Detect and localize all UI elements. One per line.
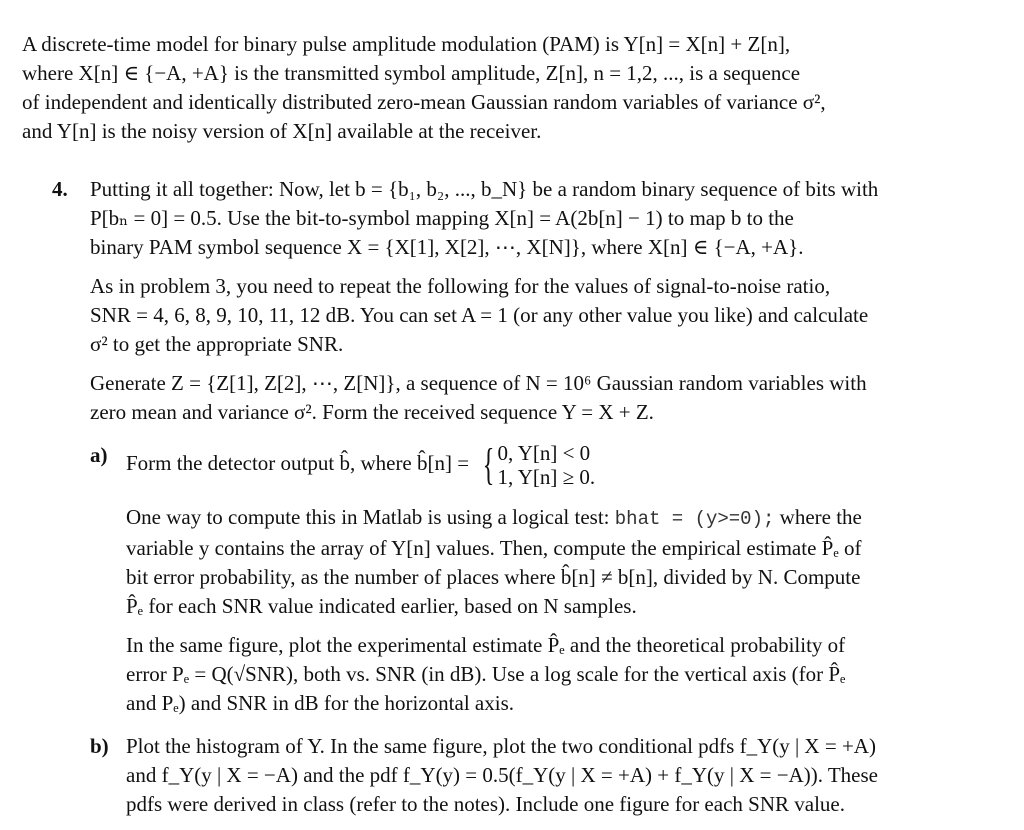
text-line: variable y contains the array of Y[n] values. Then, compute the empirical estimate P̂ₑ of <box>126 536 862 560</box>
part-b <box>90 732 1007 819</box>
piecewise-function <box>478 441 595 489</box>
part-a-para-2 <box>126 631 1007 718</box>
problem-number: 4. <box>52 177 68 201</box>
text-line: Generate Z = {Z[1], Z[2], ⋯, Z[N]}, a sequence of N = 10⁶ Gaussian random variables with <box>90 371 867 395</box>
detector-formula <box>126 441 1007 489</box>
text-line: bit error probability, as the number of places where b̂[n] ≠ b[n], divided by N. Compute <box>126 565 861 589</box>
case-1: 0, Y[n] < 0 <box>497 441 591 465</box>
problem-para-1 <box>90 175 1007 262</box>
left-brace-symbol: { <box>483 440 495 489</box>
text-line: and Pₑ) and SNR in dB for the horizontal axis. <box>126 691 514 715</box>
intro-line: and Y[n] is the noisy version of X[n] available at the receiver. <box>22 119 542 143</box>
document-page <box>22 30 1007 819</box>
case-2: 1, Y[n] ≥ 0. <box>497 465 596 489</box>
text-line: binary PAM symbol sequence X = {X[1], X[2], ⋯, X[N]}, where X[n] ∈ {−A, +A}. <box>90 235 804 259</box>
text-after-code: where the <box>774 505 862 529</box>
intro-line: of independent and identically distributed zero-mean Gaussian random variables of variance σ², <box>22 90 826 114</box>
intro-line: A discrete-time model for binary pulse amplitude modulation (PAM) is Y[n] = X[n] + Z[n], <box>22 32 791 56</box>
text-line: P̂ₑ for each SNR value indicated earlier, based on N samples. <box>126 594 637 618</box>
text-line: In the same figure, plot the experimental estimate P̂ₑ and the theoretical probability of <box>126 633 846 657</box>
text-line: pdfs were derived in class (refer to the notes). Include one figure for each SNR value. <box>126 792 845 816</box>
intro-line: where X[n] ∈ {−A, +A} is the transmitted symbol amplitude, Z[n], n = 1,2, ..., is a sequence <box>22 61 801 85</box>
matlab-code: bhat = (y>=0); <box>614 508 775 530</box>
text-line: σ² to get the appropriate SNR. <box>90 332 344 356</box>
problem-para-2 <box>90 272 1007 359</box>
text-before-code: One way to compute this in Matlab is using a logical test: <box>126 505 615 529</box>
text-line: zero mean and variance σ². Form the received sequence Y = X + Z. <box>90 400 654 424</box>
problem-4 <box>22 175 1007 819</box>
problem-para-3 <box>90 369 1007 427</box>
part-a-label: a) <box>90 443 108 467</box>
part-a <box>90 441 1007 718</box>
text-line: and f_Y(y | X = −A) and the pdf f_Y(y) = 0.5(f_Y(y | X = +A) + f_Y(y | X = −A)). These <box>126 763 878 787</box>
text-line: Plot the histogram of Y. In the same figure, plot the two conditional pdfs f_Y(y | X = +A) <box>126 734 876 758</box>
part-a-para-1 <box>126 503 1007 621</box>
text-line <box>126 503 1007 534</box>
text-line: SNR = 4, 6, 8, 9, 10, 11, 12 dB. You can set A = 1 (or any other value you like) and calculate <box>90 303 869 327</box>
text-line: error Pₑ = Q(√SNR), both vs. SNR (in dB). Use a log scale for the vertical axis (for P̂ₑ <box>126 662 846 686</box>
intro-paragraph <box>22 30 1007 146</box>
text-line: Putting it all together: Now, let b = {b₁, b₂, ..., b_N} be a random binary sequence of bits with <box>90 177 879 201</box>
text-line: As in problem 3, you need to repeat the following for the values of signal-to-noise ratio, <box>90 274 831 298</box>
part-b-label: b) <box>90 734 109 758</box>
text-line: P[bₙ = 0] = 0.5. Use the bit-to-symbol mapping X[n] = A(2b[n] − 1) to map b to the <box>90 206 794 230</box>
formula-lead: Form the detector output b̂, where b̂[n] = <box>126 450 470 475</box>
